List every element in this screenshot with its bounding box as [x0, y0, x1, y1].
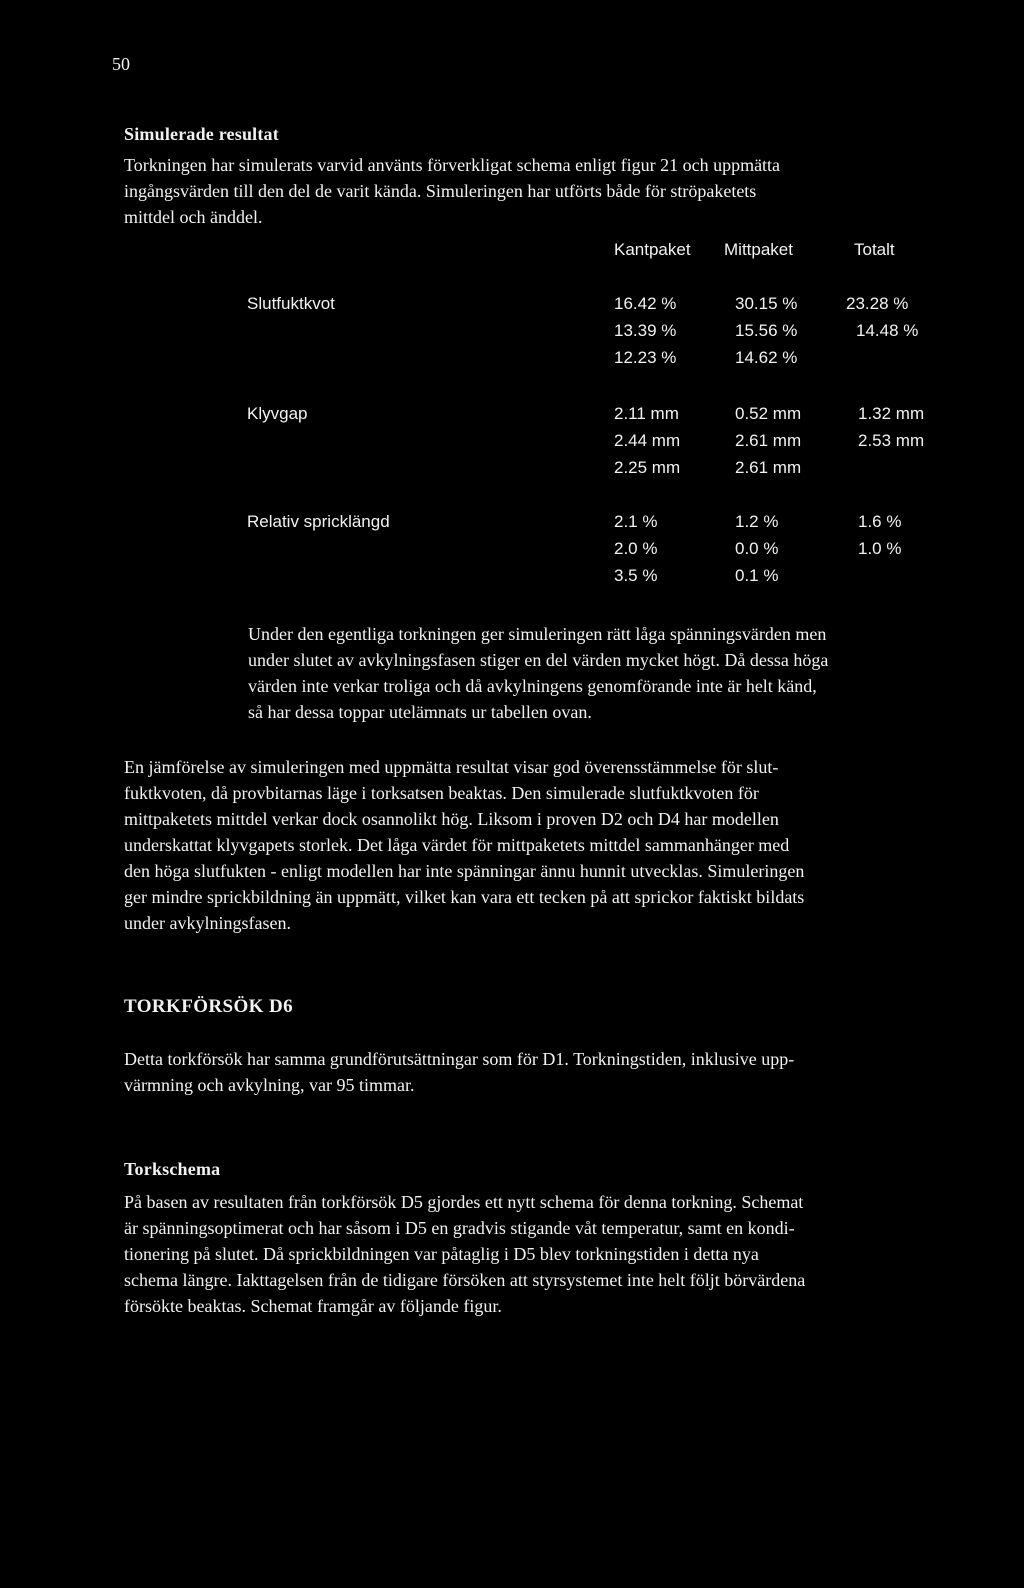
cell-totalt: 1.6 %: [858, 512, 902, 531]
text-line: så har dessa toppar utelämnats ur tabellen ovan.: [248, 702, 592, 722]
column-header-totalt: Totalt: [854, 240, 895, 259]
torkschema-paragraph: [124, 1189, 954, 1319]
cell-kantpaket: 3.5 %: [614, 566, 658, 585]
cell-totalt: 14.48 %: [856, 321, 919, 340]
cell-kantpaket: 2.0 %: [614, 539, 658, 558]
comparison-paragraph: [124, 754, 954, 936]
text-line: ingångsvärden till den del de varit kända. Simuleringen har utförts både för ströpaketets: [124, 181, 757, 201]
cell-totalt: 2.53 mm: [858, 431, 925, 450]
d6-paragraph: [124, 1046, 954, 1098]
cell-kantpaket: 12.23 %: [614, 348, 677, 367]
cell-mittpaket: 0.0 %: [735, 539, 779, 558]
cell-mittpaket: 0.1 %: [735, 566, 779, 585]
text-line: mittpaketets mittdel verkar dock osannolikt hög. Liksom i proven D2 och D4 har modellen: [124, 809, 779, 829]
page-number: 50: [112, 54, 130, 74]
cell-mittpaket: 1.2 %: [735, 512, 779, 531]
section-heading-torkforsok-d6: TORKFÖRSÖK D6: [124, 996, 294, 1017]
cell-kantpaket: 13.39 %: [614, 321, 677, 340]
text-line: värden inte verkar troliga och då avkylningens genomförande inte är helt känd,: [248, 676, 817, 696]
group-label-slutfuktkvot: Slutfuktkvot: [247, 294, 335, 313]
cell-mittpaket: 0.52 mm: [735, 404, 802, 423]
cell-kantpaket: 16.42 %: [614, 294, 677, 313]
text-line: En jämförelse av simuleringen med uppmätta resultat visar god överensstämmelse för slut-: [124, 757, 779, 777]
cell-kantpaket: 2.44 mm: [614, 431, 681, 450]
section-heading-simulerade: Simulerade resultat: [124, 124, 279, 144]
cell-mittpaket: 15.56 %: [735, 321, 798, 340]
text-line: den höga slutfukten - enligt modellen har inte spänningar ännu hunnit utvecklas. Simuleringen: [124, 861, 805, 881]
column-header-mittpaket: Mittpaket: [724, 240, 793, 259]
cell-totalt: 23.28 %: [846, 294, 909, 313]
text-line: Torkningen har simulerats varvid använts förverkligat schema enligt figur 21 och uppmätta: [124, 155, 781, 175]
text-line: underskattat klyvgapets storlek. Det låga värdet för mittpaketets mittdel sammanhänger med: [124, 835, 790, 855]
text-line: under slutet av avkylningsfasen stiger en del värden mycket högt. Då dessa höga: [248, 650, 829, 670]
text-line: Under den egentliga torkningen ger simuleringen rätt låga spänningsvärden men: [248, 624, 827, 644]
cell-mittpaket: 2.61 mm: [735, 431, 802, 450]
text-line: schema längre. Iakttagelsen från de tidigare försöken att styrsystemet inte helt följt börvärdena: [124, 1270, 806, 1290]
cell-kantpaket: 2.11 mm: [614, 404, 679, 423]
text-line: är spänningsoptimerat och har såsom i D5 en gradvis stigande våt temperatur, samt en kondi-: [124, 1218, 795, 1238]
text-line: värmning och avkylning, var 95 timmar.: [124, 1075, 415, 1095]
text-line: ger mindre sprickbildning än uppmätt, vilket kan vara ett tecken på att sprickor faktiskt bildats: [124, 887, 805, 907]
note-paragraph: [248, 621, 968, 725]
intro-paragraph: [124, 152, 954, 230]
group-label-relativ-spricklangd: Relativ spricklängd: [247, 512, 390, 531]
text-line: fuktkvoten, då provbitarnas läge i torksatsen beaktas. Den simulerade slutfuktkvoten för: [124, 783, 759, 803]
cell-mittpaket: 2.61 mm: [735, 458, 802, 477]
text-line: tionering på slutet. Då sprickbildningen var påtaglig i D5 blev torkningstiden i detta nya: [124, 1244, 759, 1264]
text-line: försökte beaktas. Schemat framgår av följande figur.: [124, 1296, 502, 1316]
cell-mittpaket: 30.15 %: [735, 294, 798, 313]
text-line: Detta torkförsök har samma grundförutsättningar som för D1. Torkningstiden, inklusive upp-: [124, 1049, 795, 1069]
cell-mittpaket: 14.62 %: [735, 348, 798, 367]
cell-kantpaket: 2.1 %: [614, 512, 658, 531]
text-line: På basen av resultaten från torkförsök D5 gjordes ett nytt schema för denna torkning. Schemat: [124, 1192, 804, 1212]
column-header-kantpaket: Kantpaket: [614, 240, 691, 259]
cell-totalt: 1.0 %: [858, 539, 902, 558]
text-line: under avkylningsfasen.: [124, 913, 291, 933]
cell-totalt: 1.32 mm: [858, 404, 925, 423]
text-line: mittdel och änddel.: [124, 207, 263, 227]
group-label-klyvgap: Klyvgap: [247, 404, 308, 423]
cell-kantpaket: 2.25 mm: [614, 458, 681, 477]
section-heading-torkschema: Torkschema: [124, 1159, 221, 1179]
